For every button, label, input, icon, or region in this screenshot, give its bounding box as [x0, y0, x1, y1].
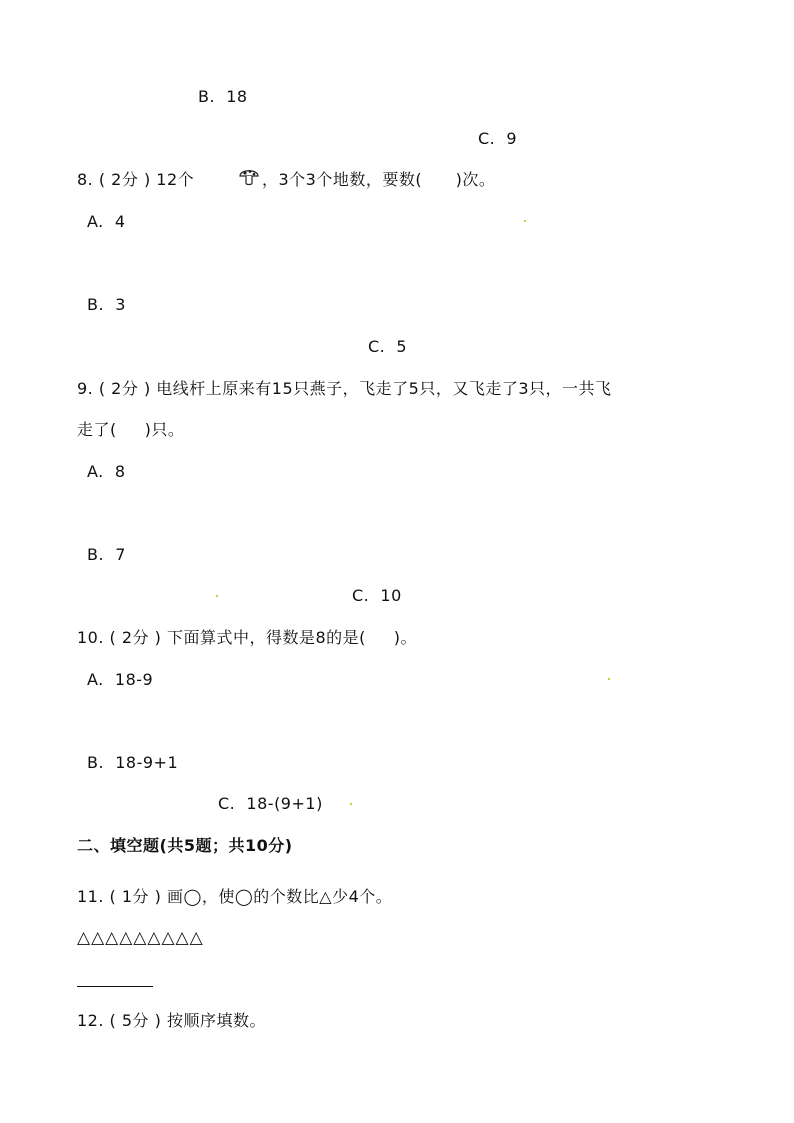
q11-triangle-row: △△△△△△△△△ [77, 928, 204, 948]
q11-question: 11. ( 1分 ) 画◯，使◯的个数比△少4个。 [77, 887, 393, 906]
speck [524, 220, 526, 222]
mushroom-icon [238, 166, 260, 186]
q11-answer-blank[interactable] [77, 986, 153, 987]
q9-option-c[interactable]: C. 10 [352, 586, 402, 605]
q10-option-c[interactable]: C. 18-(9+1) [218, 794, 323, 813]
q8-option-b[interactable]: B. 3 [87, 295, 126, 314]
speck [608, 678, 610, 680]
q7-option-b[interactable]: B. 18 [198, 87, 248, 106]
section-heading-fill-in: 二、填空题(共5题；共10分) [77, 836, 293, 855]
q8-question-prefix: 8. ( 2分 ) 12个 [77, 170, 195, 189]
q8-option-a[interactable]: A. 4 [87, 212, 126, 231]
q9-option-b[interactable]: B. 7 [87, 545, 126, 564]
q10-option-b[interactable]: B. 18-9+1 [87, 753, 179, 772]
speck [350, 803, 352, 805]
q8-option-c[interactable]: C. 5 [368, 337, 408, 356]
q8-question-suffix: ，3个3个地数，要数( )次。 [262, 170, 496, 189]
q9-question-line2: 走了( )只。 [77, 420, 185, 439]
q10-option-a[interactable]: A. 18-9 [87, 670, 154, 689]
q10-question: 10. ( 2分 ) 下面算式中，得数是8的是( )。 [77, 628, 418, 647]
q7-option-c[interactable]: C. 9 [478, 129, 518, 148]
q9-question-line1: 9. ( 2分 ) 电线杆上原来有15只燕子，飞走了5只，又飞走了3只，一共飞 [77, 379, 612, 398]
speck [216, 595, 218, 597]
q12-question: 12. ( 5分 ) 按顺序填数。 [77, 1011, 266, 1030]
q9-option-a[interactable]: A. 8 [87, 462, 126, 481]
